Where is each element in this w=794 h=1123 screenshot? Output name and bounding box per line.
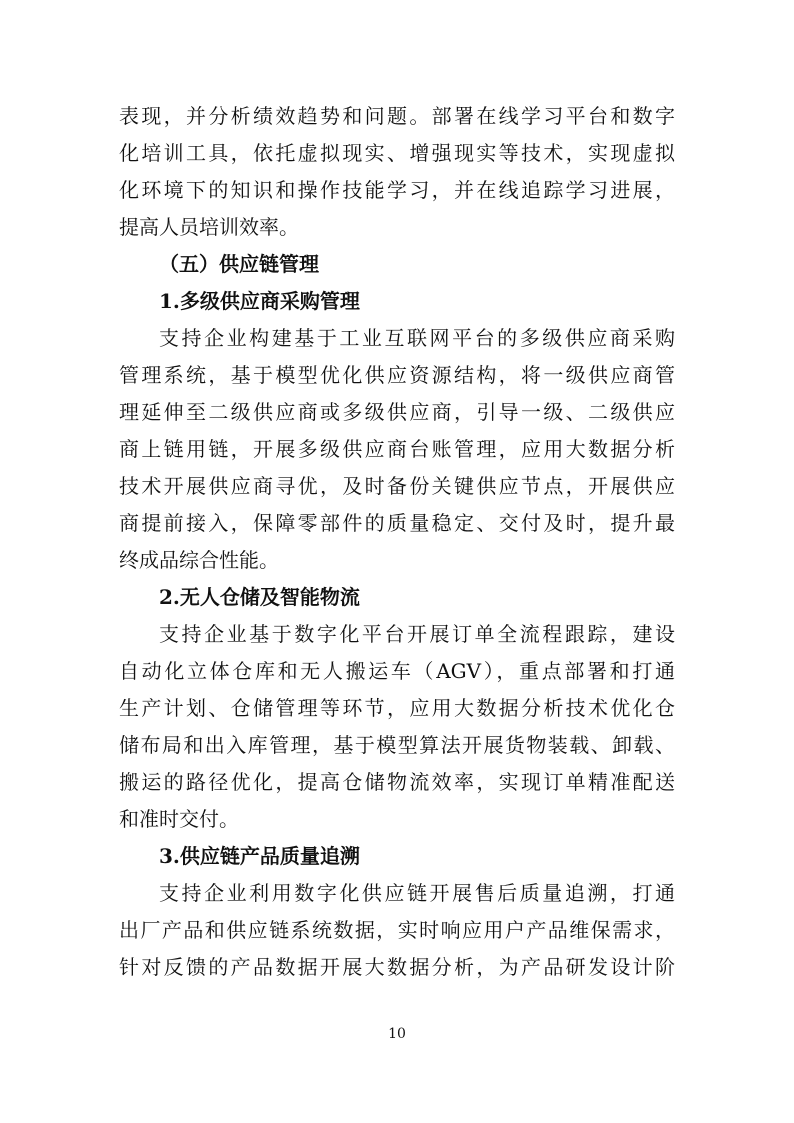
paragraph-line: 支持企业利用数字化供应链开展售后质量追溯，打通 <box>159 881 675 905</box>
page-number: 10 <box>388 1026 406 1042</box>
paragraph-line: 终成品综合性能。 <box>119 548 279 572</box>
paragraph-line: 技术开展供应商寻优，及时备份关键供应节点，开展供应 <box>119 474 675 498</box>
paragraph-line: 支持企业构建基于工业互联网平台的多级供应商采购 <box>159 326 675 350</box>
section-heading: （五）供应链管理 <box>159 252 319 276</box>
paragraph-line: 商上链用链，开展多级供应商台账管理，应用大数据分析 <box>119 437 675 461</box>
paragraph-line: 理延伸至二级供应商或多级供应商，引导一级、二级供应 <box>119 400 675 424</box>
subsection-heading: 2.无人仓储及智能物流 <box>159 585 360 609</box>
paragraph-line: 和准时交付。 <box>119 807 239 831</box>
paragraph-line: 自动化立体仓库和无人搬运车（AGV），重点部署和打通 <box>119 659 675 683</box>
paragraph-line: 提高人员培训效率。 <box>119 215 299 239</box>
paragraph-line: 表现，并分析绩效趋势和问题。部署在线学习平台和数字 <box>119 104 675 128</box>
paragraph-line: 管理系统，基于模型优化供应资源结构，将一级供应商管 <box>119 363 675 387</box>
paragraph-line: 支持企业基于数字化平台开展订单全流程跟踪，建设 <box>159 622 675 646</box>
paragraph-line: 储布局和出入库管理，基于模型算法开展货物装载、卸载、 <box>119 733 675 757</box>
subsection-heading: 1.多级供应商采购管理 <box>159 289 360 313</box>
paragraph-line: 针对反馈的产品数据开展大数据分析，为产品研发设计阶 <box>119 955 675 979</box>
subsection-heading: 3.供应链产品质量追溯 <box>159 844 360 868</box>
paragraph-line: 化环境下的知识和操作技能学习，并在线追踪学习进展， <box>119 178 675 202</box>
page-content <box>119 98 675 986</box>
paragraph-line: 化培训工具，依托虚拟现实、增强现实等技术，实现虚拟 <box>119 141 675 165</box>
paragraph-line: 出厂产品和供应链系统数据，实时响应用户产品维保需求， <box>119 918 675 942</box>
paragraph-line: 商提前接入，保障零部件的质量稳定、交付及时，提升最 <box>119 511 675 535</box>
paragraph-line: 生产计划、仓储管理等环节，应用大数据分析技术优化仓 <box>119 696 675 720</box>
paragraph-line: 搬运的路径优化，提高仓储物流效率，实现订单精准配送 <box>119 770 675 794</box>
